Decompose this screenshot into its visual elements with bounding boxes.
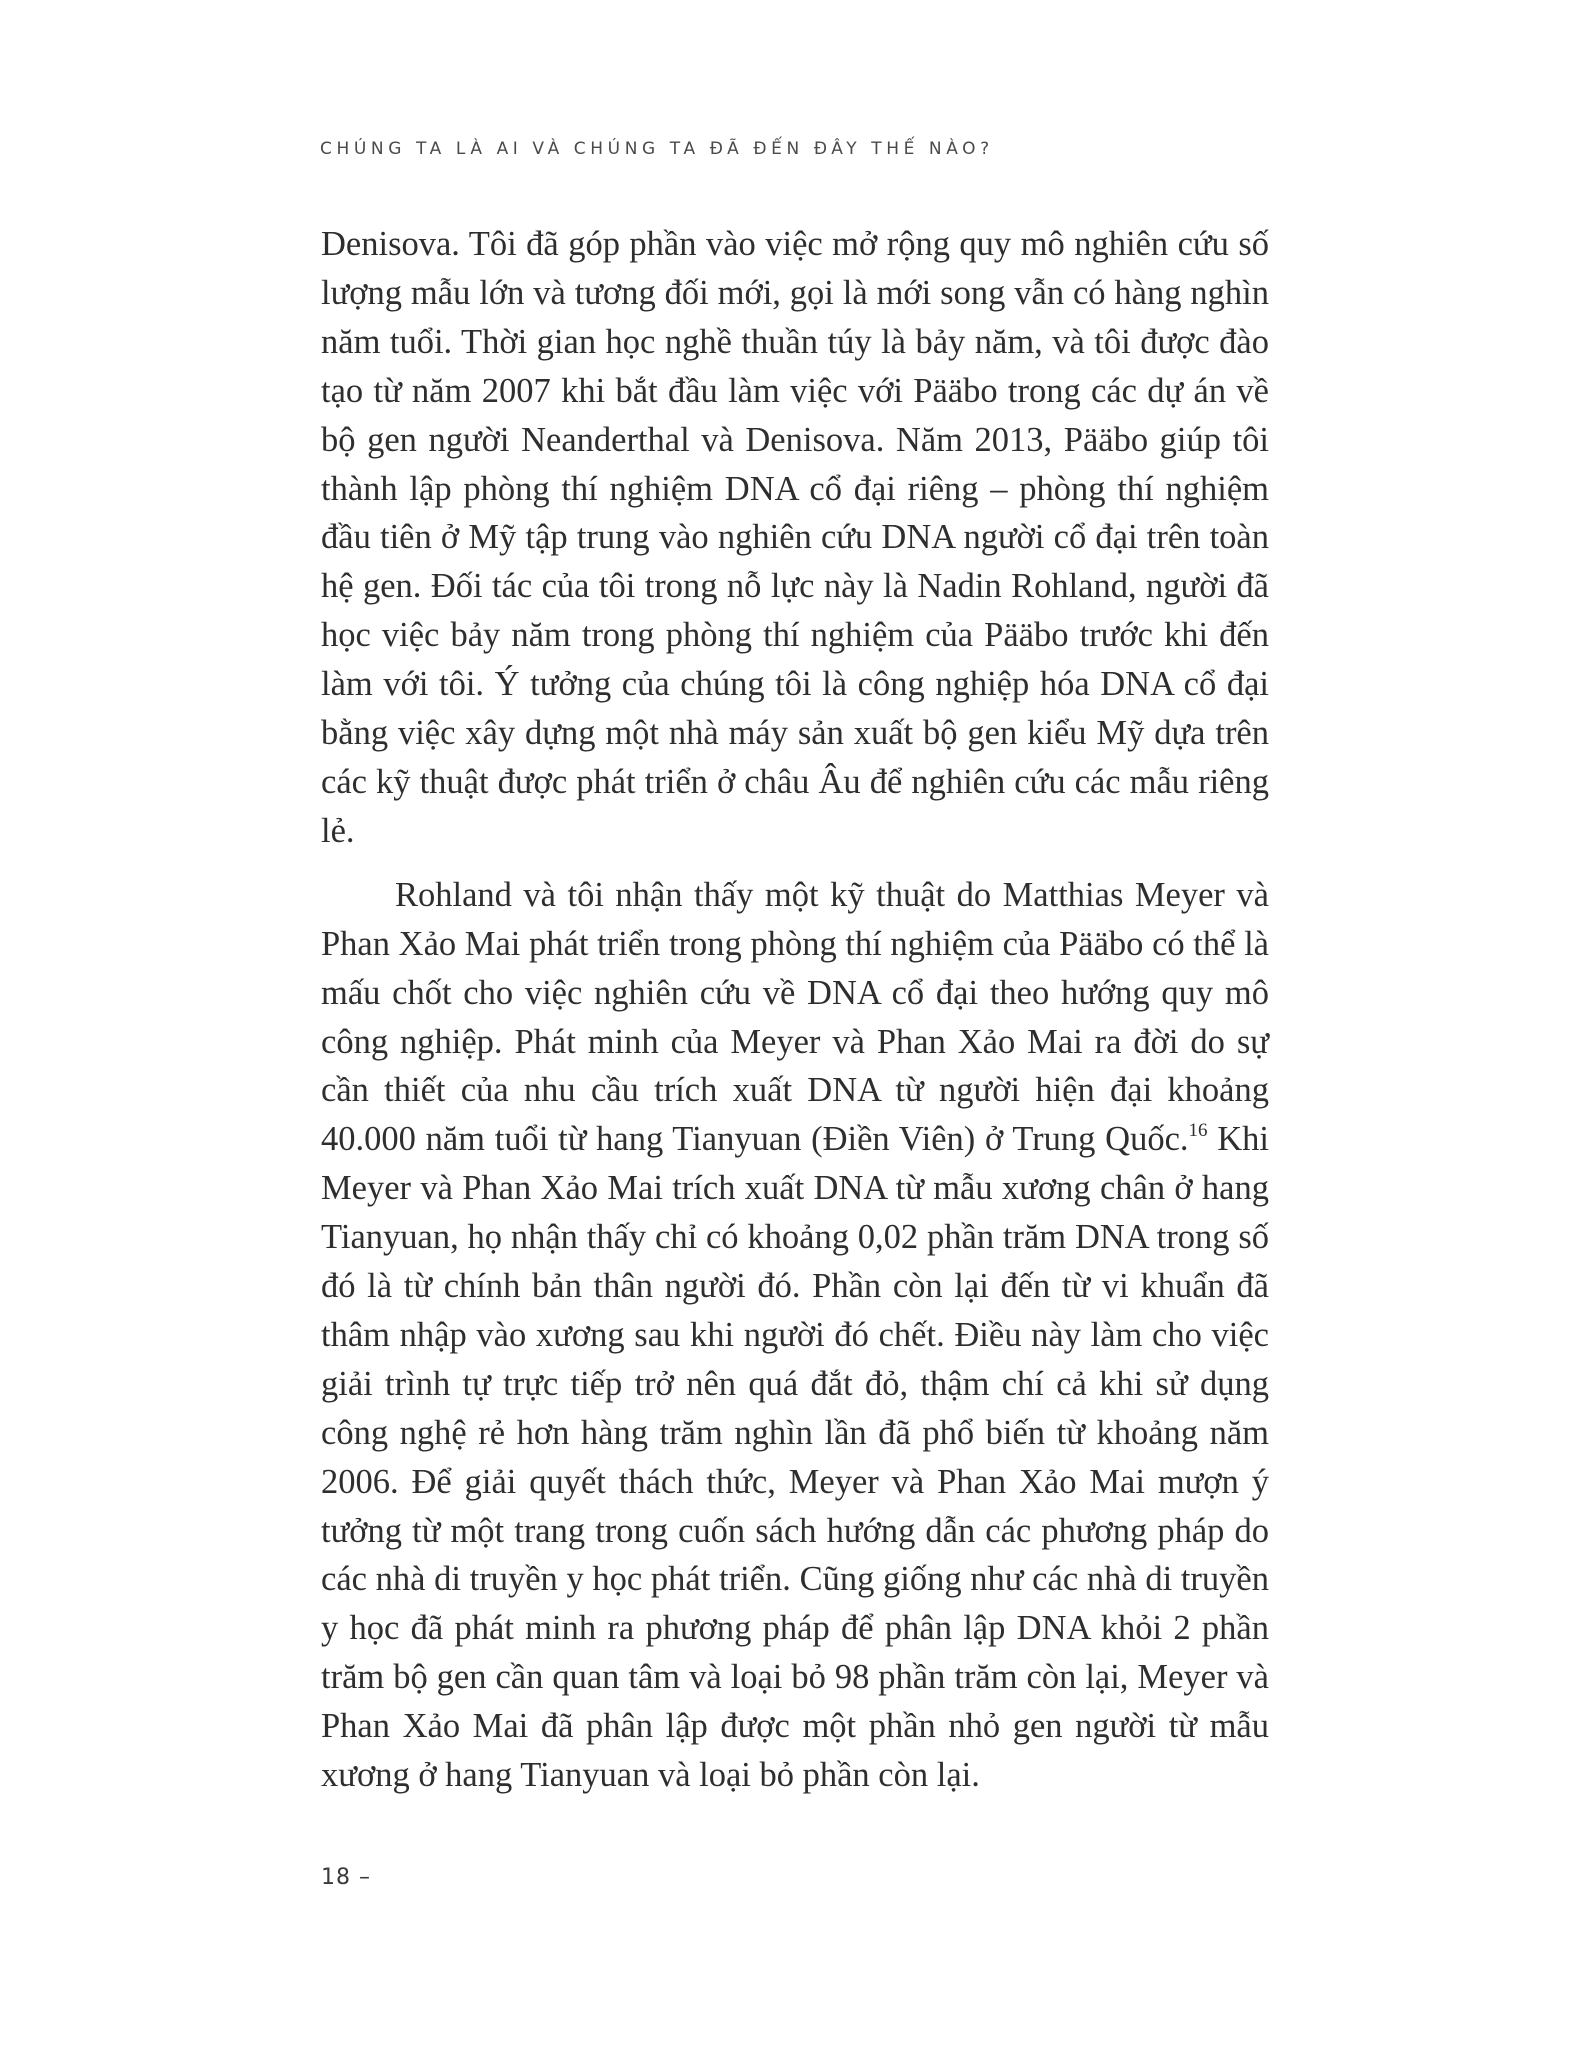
paragraph-2-text-start: Rohland và tôi nhận thấy một kỹ thuật do Matthias Meyer và Phan Xảo Mai phát triển trong phòng thí nghiệm của Pääbo có thể là mấu chốt cho việc nghiên cứu về DNA cổ đại theo hướng quy mô công nghiệp. Phát minh của Meyer và Phan Xảo Mai ra đời do sự cần thiết của nhu cầu trích xuất DNA từ người hiện đại khoảng 40.000 năm tuổi từ hang Tianyuan (Điền Viên) ở Trung Quốc.	[321, 875, 1269, 1159]
footnote-reference: 16	[1188, 1120, 1208, 1142]
paragraph-2	[321, 871, 1269, 1800]
page-number: 18 –	[321, 1865, 371, 1890]
body-text	[321, 220, 1269, 1800]
paragraph-2-text-end: Khi Meyer và Phan Xảo Mai trích xuất DNA từ mẫu xương chân ở hang Tianyuan, họ nhận thấy chỉ có khoảng 0,02 phần trăm DNA trong số đó là từ chính bản thân người đó. Phần còn lại đến từ vi khuẩn đã thâm nhập vào xương sau khi người đó chết. Điều này làm cho việc giải trình tự trực tiếp trở nên quá đắt đỏ, thậm chí cả khi sử dụng công nghệ rẻ hơn hàng trăm nghìn lần đã phổ biến từ khoảng năm 2006. Để giải quyết thách thức, Meyer và Phan Xảo Mai mượn ý tưởng từ một trang trong cuốn sách hướng dẫn các phương pháp do các nhà di truyền y học phát triển. Cũng giống như các nhà di truyền y học đã phát minh ra phương pháp để phân lập DNA khỏi 2 phần trăm bộ gen cần quan tâm và loại bỏ 98 phần trăm còn lại, Meyer và Phan Xảo Mai đã phân lập được một phần nhỏ gen người từ mẫu xương ở hang Tianyuan và loại bỏ phần còn lại.	[321, 1120, 1269, 1795]
paragraph-1: Denisova. Tôi đã góp phần vào việc mở rộng quy mô nghiên cứu số lượng mẫu lớn và tương đối mới, gọi là mới song vẫn có hàng nghìn năm tuổi. Thời gian học nghề thuần túy là bảy năm, và tôi được đào tạo từ năm 2007 khi bắt đầu làm việc với Pääbo trong các dự án về bộ gen người Neanderthal và Denisova. Năm 2013, Pääbo giúp tôi thành lập phòng thí nghiệm DNA cổ đại riêng – phòng thí nghiệm đầu tiên ở Mỹ tập trung vào nghiên cứu DNA người cổ đại trên toàn hệ gen. Đối tác của tôi trong nỗ lực này là Nadin Rohland, người đã học việc bảy năm trong phòng thí nghiệm của Pääbo trước khi đến làm với tôi. Ý tưởng của chúng tôi là công nghiệp hóa DNA cổ đại bằng việc xây dựng một nhà máy sản xuất bộ gen kiểu Mỹ dựa trên các kỹ thuật được phát triển ở châu Âu để nghiên cứu các mẫu riêng lẻ.	[321, 225, 1269, 850]
running-header: CHÚNG TA LÀ AI VÀ CHÚNG TA ĐÃ ĐẾN ĐÂY THẾ NÀO?	[320, 139, 994, 159]
